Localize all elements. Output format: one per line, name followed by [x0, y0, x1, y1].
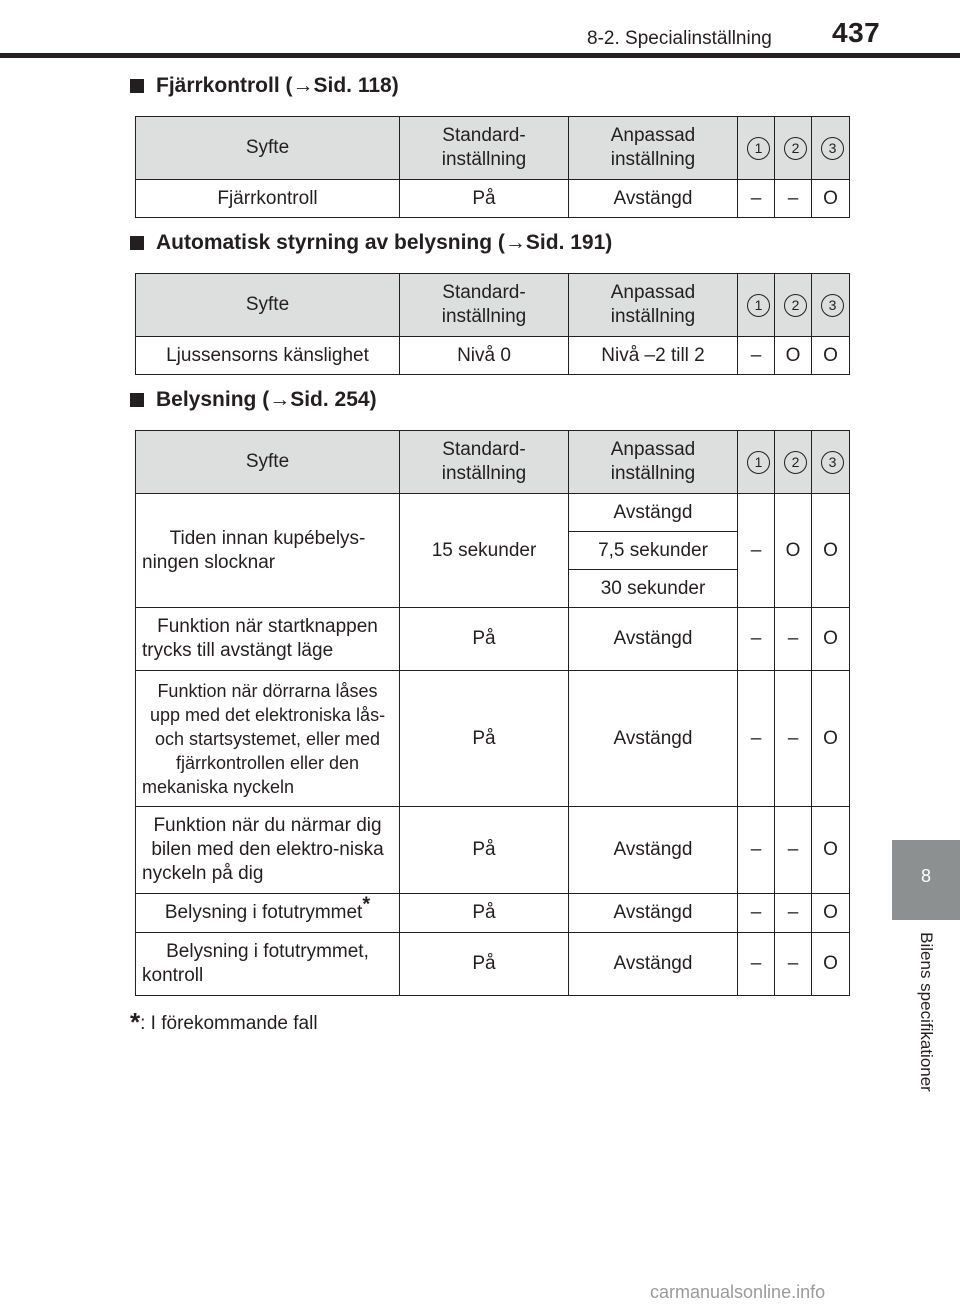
row-c3: O — [812, 337, 850, 375]
row-purpose: Belysning i fotutrymmet, kontroll — [136, 933, 400, 996]
row-purpose-cell — [136, 894, 400, 933]
row-c1: – — [738, 494, 775, 608]
chapter-tab — [892, 840, 960, 920]
row-c3: O — [812, 494, 850, 608]
row-custom: Avstängd — [569, 894, 738, 933]
row-custom-option: 30 sekunder — [569, 570, 738, 608]
row-purpose: Belysning i fotutrymmet — [164, 902, 363, 923]
arrow-icon: → — [292, 74, 314, 97]
settings-table-lighting — [135, 430, 850, 996]
row-c1: – — [738, 807, 775, 894]
header-purpose: Syfte — [136, 117, 400, 180]
row-purpose: Funktion när dörrarna låses upp med det elektroniska lås- och startsystemet, eller med fjärrkontrollen eller den mekaniska nyckeln — [136, 671, 400, 807]
footnote-text: : I förekommande fall — [140, 1013, 318, 1034]
row-default: På — [400, 671, 569, 807]
header-default: Standard- inställning — [400, 117, 569, 180]
settings-table-remote — [135, 116, 850, 218]
arrow-icon: → — [269, 388, 291, 411]
header-custom: Anpassad inställning — [569, 117, 738, 180]
row-default: Nivå 0 — [400, 337, 569, 375]
footnote-star: * — [130, 1007, 141, 1037]
row-custom-option: Avstängd — [569, 494, 738, 532]
footnote — [130, 1005, 318, 1036]
header-c3: 3 — [812, 117, 850, 180]
row-custom: Avstängd — [569, 671, 738, 807]
header-c2: 2 — [775, 117, 812, 180]
header-rule — [0, 53, 960, 58]
row-c2: – — [775, 671, 812, 807]
arrow-icon: → — [504, 231, 526, 254]
row-purpose: Ljussensorns känslighet — [136, 337, 400, 375]
table-row — [136, 894, 850, 933]
section-heading-auto-light: Automatisk styrning av belysning ( → Sid. 191) — [130, 231, 612, 255]
row-custom: Nivå –2 till 2 — [569, 337, 738, 375]
table-row — [136, 494, 850, 532]
row-default: På — [400, 180, 569, 218]
table-row — [136, 807, 850, 894]
header-c2: 2 — [775, 274, 812, 337]
row-c3: O — [812, 807, 850, 894]
row-c1: – — [738, 933, 775, 996]
row-c1: – — [738, 894, 775, 933]
table-row — [136, 337, 850, 375]
footnote-mark: * — [362, 893, 371, 916]
row-default: På — [400, 933, 569, 996]
row-default: På — [400, 894, 569, 933]
row-default: 15 sekunder — [400, 494, 569, 608]
table-header-row — [136, 117, 850, 180]
row-c1: – — [738, 337, 775, 375]
row-default: På — [400, 608, 569, 671]
table-row — [136, 180, 850, 218]
row-default: På — [400, 807, 569, 894]
watermark: carmanualsonline.info — [650, 1282, 826, 1302]
header-purpose: Syfte — [136, 274, 400, 337]
header-default: Standard- inställning — [400, 431, 569, 494]
row-purpose: Funktion när startknappen trycks till avstängt läge — [136, 608, 400, 671]
section-title: 8-2. Specialinställning — [587, 28, 772, 49]
header-custom: Anpassad inställning — [569, 431, 738, 494]
header-default: Standard- inställning — [400, 274, 569, 337]
row-c1: – — [738, 608, 775, 671]
row-c2: – — [775, 807, 812, 894]
row-c2: – — [775, 608, 812, 671]
row-custom-option: 7,5 sekunder — [569, 532, 738, 570]
row-c3: O — [812, 933, 850, 996]
row-c2: – — [775, 933, 812, 996]
row-c3: O — [812, 180, 850, 218]
row-c3: O — [812, 671, 850, 807]
row-c2: O — [775, 494, 812, 608]
header-c3: 3 — [812, 274, 850, 337]
header-c2: 2 — [775, 431, 812, 494]
row-custom: Avstängd — [569, 608, 738, 671]
row-c3: O — [812, 894, 850, 933]
row-custom: Avstängd — [569, 933, 738, 996]
row-c2: – — [775, 894, 812, 933]
section-heading-remote: Fjärrkontroll ( → Sid. 118) — [130, 74, 399, 98]
row-purpose: Fjärrkontroll — [136, 180, 400, 218]
row-c1: – — [738, 180, 775, 218]
row-purpose: Tiden innan kupébelys-ningen slocknar — [136, 494, 400, 608]
page-number: 437 — [832, 17, 881, 48]
header-purpose: Syfte — [136, 431, 400, 494]
header-c1: 1 — [738, 431, 775, 494]
table-row — [136, 933, 850, 996]
header-c3: 3 — [812, 431, 850, 494]
settings-table-auto-light — [135, 273, 850, 375]
row-purpose: Funktion när du närmar dig bilen med den elektro-niska nyckeln på dig — [136, 807, 400, 894]
row-c2: – — [775, 180, 812, 218]
row-c1: – — [738, 671, 775, 807]
row-c3: O — [812, 608, 850, 671]
heading-bullet — [130, 393, 144, 407]
row-c2: O — [775, 337, 812, 375]
row-custom: Avstängd — [569, 180, 738, 218]
header-c1: 1 — [738, 117, 775, 180]
chapter-number: 8 — [920, 866, 931, 886]
table-header-row — [136, 274, 850, 337]
heading-bullet — [130, 79, 144, 93]
header-custom: Anpassad inställning — [569, 274, 738, 337]
row-custom: Avstängd — [569, 807, 738, 894]
header-c1: 1 — [738, 274, 775, 337]
table-header-row — [136, 431, 850, 494]
table-row — [136, 671, 850, 807]
section-heading-lighting: Belysning ( → Sid. 254) — [130, 388, 377, 412]
heading-bullet — [130, 236, 144, 250]
table-row — [136, 608, 850, 671]
